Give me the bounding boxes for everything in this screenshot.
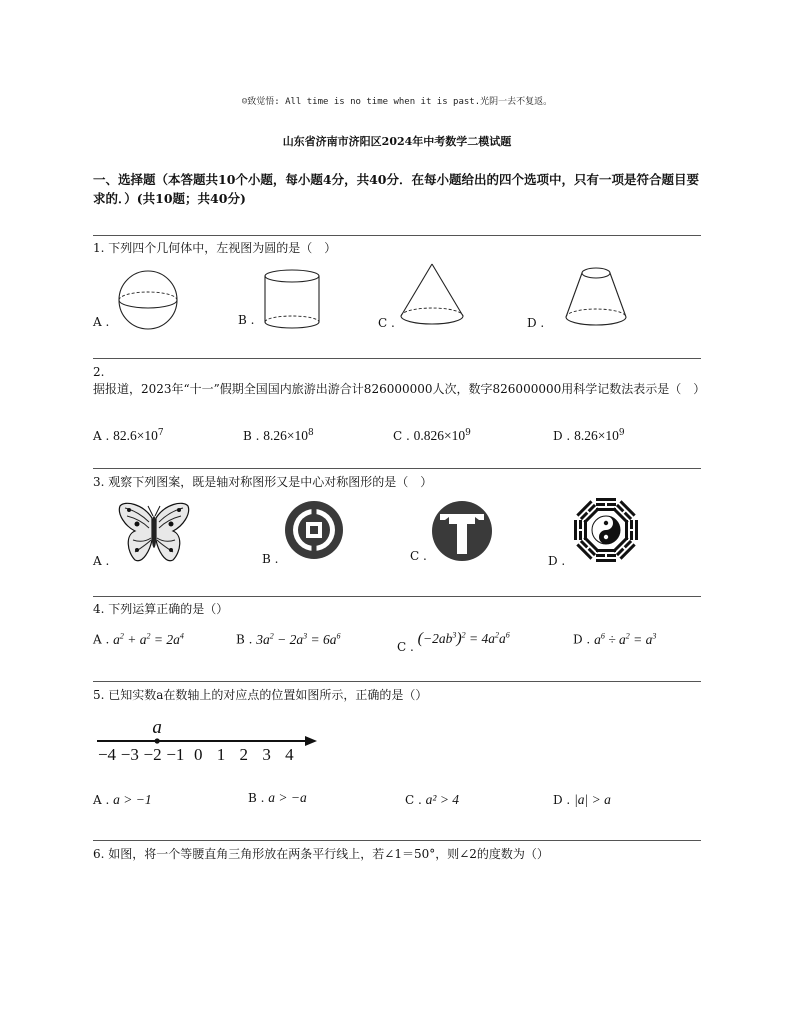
divider xyxy=(93,681,701,682)
q2-option-a-mantissa: 82.6×10 xyxy=(113,428,158,443)
frustum-icon xyxy=(562,264,630,328)
q2-stem: 据报道，2023年“十一”假期全国国内旅游出游合计826000000人次，数字826000000用科学记数法表示是（ ） xyxy=(93,382,706,396)
q4-option-a-label: A . xyxy=(93,632,110,647)
q6-stem: 6. 如图，将一个等腰直角三角形放在两条平行线上，若∠1＝50°，则∠2的度数为（） xyxy=(93,847,549,861)
q3-option-c-label[interactable]: C . xyxy=(410,549,427,563)
section-heading: 一、选择题（本答题共10个小题，每小题4分，共40分．在每小题给出的四个选项中，只有一项是符合题目要求的．）(共10题；共40分) xyxy=(93,172,699,206)
q2-option-b-exponent: 8 xyxy=(308,428,314,438)
q5-option-d[interactable] xyxy=(553,793,611,807)
number-line-tick-label: −3 xyxy=(120,745,139,764)
divider xyxy=(93,235,701,236)
q4-option-a[interactable]: A . $a^2 + a^2 = 2a^4$ xyxy=(93,631,184,647)
q5-option-b[interactable] xyxy=(248,791,307,805)
number-line-tick-label: 1 xyxy=(216,745,226,764)
q2-option-d[interactable] xyxy=(553,426,625,443)
cone-icon xyxy=(398,262,466,328)
q2-option-a-exponent: 7 xyxy=(157,428,164,438)
q1-stem: 1. 下列四个几何体中，左视图为圆的是（ ） xyxy=(93,241,337,255)
q3-option-d-label[interactable]: D . xyxy=(548,554,566,568)
q5-option-d-label: D . xyxy=(553,793,571,807)
divider xyxy=(93,596,701,597)
q2-option-c-exponent: 9 xyxy=(465,428,471,438)
q4-option-b-label: B . xyxy=(236,632,253,647)
number-line-arrow xyxy=(305,736,317,746)
sphere-icon xyxy=(116,268,180,332)
q4-stem: 4. 下列运算正确的是（） xyxy=(93,602,229,616)
number-line-tick-label: 4 xyxy=(285,745,294,764)
q2-option-b-label: B . xyxy=(243,429,260,443)
motto-header: ☺致觉悟: All time is no time when it is past.光阴一去不复返。 xyxy=(241,97,553,107)
q2-option-c-mantissa: 0.826×10 xyxy=(413,428,466,443)
q5-option-a-label: A . xyxy=(93,793,110,807)
q5-option-b-label: B . xyxy=(248,791,265,805)
t-circle-icon xyxy=(431,500,493,562)
divider xyxy=(93,358,701,359)
q3-option-b-label[interactable]: B . xyxy=(262,552,279,566)
q2-option-a-label: A . xyxy=(93,429,110,443)
number-line-point-label: a xyxy=(152,717,162,738)
q2-option-b[interactable] xyxy=(243,426,314,443)
number-line-point xyxy=(155,738,160,743)
q3-stem: 3. 观察下列图案，既是轴对称图形又是中心对称图形的是（ ） xyxy=(93,475,433,489)
q3-option-a-label[interactable]: A . xyxy=(93,554,110,568)
q5-stem: 5. 已知实数a在数轴上的对应点的位置如图所示，正确的是（） xyxy=(93,688,428,702)
q2-option-d-exponent: 9 xyxy=(618,428,625,438)
q1-option-a-label[interactable]: A . xyxy=(93,315,110,329)
q4-option-b[interactable]: B . $3a^2 - 2a^3 = 6a^6$ xyxy=(236,631,341,647)
q2-option-d-mantissa: 8.26×10 xyxy=(574,428,619,443)
q1-option-b-label[interactable]: B . xyxy=(238,313,255,327)
q1-option-c-label[interactable]: C . xyxy=(378,316,395,330)
divider xyxy=(93,840,701,841)
q4-option-c-label: C . xyxy=(397,639,414,654)
q5-option-c-label: C . xyxy=(405,793,422,807)
q2-option-d-label: D . xyxy=(553,429,571,443)
q5-option-c[interactable] xyxy=(405,793,459,807)
q4-option-d-label: D . xyxy=(573,632,591,647)
q2-option-c-label: C . xyxy=(393,429,410,443)
number-line-tick-label: −2 xyxy=(143,745,162,764)
q2-number: 2. xyxy=(93,365,105,379)
butterfly-icon xyxy=(117,500,191,566)
q2-option-c[interactable] xyxy=(393,426,471,443)
number-line-tick-label: −1 xyxy=(166,745,185,764)
number-line-figure xyxy=(95,716,325,768)
q5-option-c-expr: a² > 4 xyxy=(425,792,460,807)
exam-title: 山东省济南市济阳区2024年中考数学二模试题 xyxy=(282,135,512,148)
q2-option-a[interactable] xyxy=(93,426,164,443)
bagua-icon xyxy=(572,496,640,564)
cylinder-icon xyxy=(262,268,322,330)
number-line-tick-label: 2 xyxy=(239,745,249,764)
q4-option-d[interactable]: D . $a^6 \div a^2 = a^3$ xyxy=(573,631,657,647)
number-line-tick-label: 3 xyxy=(262,745,271,764)
q4-option-c[interactable]: C . $(-2ab^3)^2 = 4a^2a^6$ xyxy=(397,629,510,654)
number-line-tick-label: 0 xyxy=(193,745,203,764)
coin-logo-icon xyxy=(284,500,344,560)
q5-option-a[interactable] xyxy=(93,793,152,807)
q2-option-b-mantissa: 8.26×10 xyxy=(263,428,309,443)
q1-option-d-label[interactable]: D . xyxy=(527,316,545,330)
q5-option-d-expr: |a| > a xyxy=(574,792,611,807)
divider xyxy=(93,468,701,469)
q5-option-b-expr: a > −a xyxy=(268,790,307,805)
number-line-tick-label: −4 xyxy=(97,745,117,764)
q5-option-a-expr: a > −1 xyxy=(113,792,152,807)
